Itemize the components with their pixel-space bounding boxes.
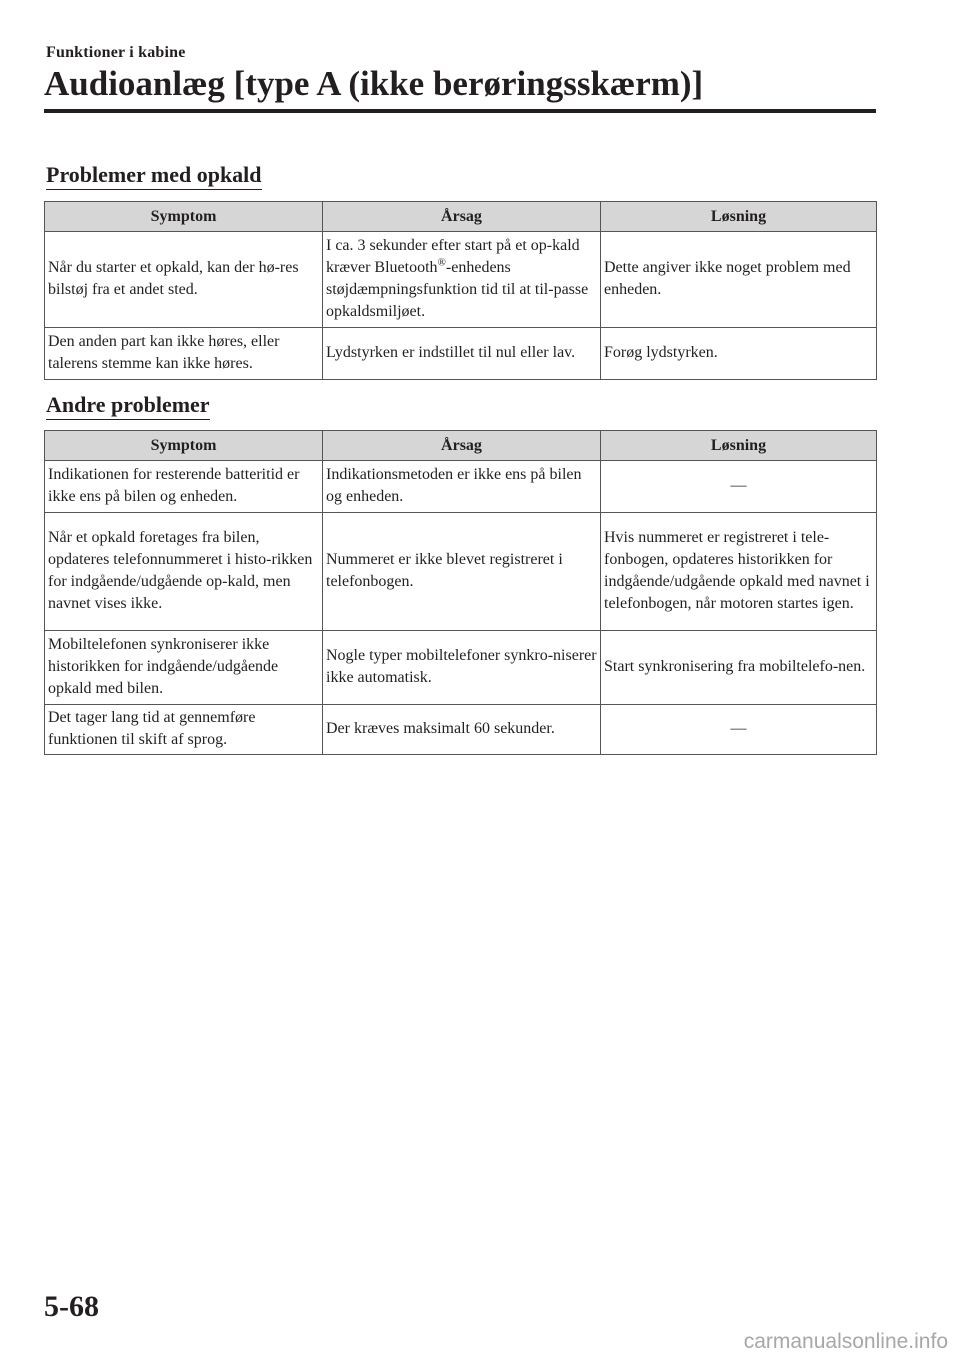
column-header-symptom: Symptom (45, 202, 323, 232)
column-header-symptom: Symptom (45, 431, 323, 461)
table-header-row (45, 431, 877, 461)
solution-cell: — (601, 705, 877, 755)
heading-other-problems: Andre problemer (46, 392, 210, 420)
watermark: carmanualsonline.info (743, 1330, 948, 1353)
cause-text-cont: -enhedens støjdæmpningsfunktion tid til at til-passe opkaldsmiljøet. (326, 259, 589, 320)
cause-cell: Der kræves maksimalt 60 sekunder. (323, 705, 601, 755)
solution-cell: Forøg lydstyrken. (601, 328, 877, 380)
registered-mark: ® (437, 256, 446, 269)
table-row (45, 513, 877, 631)
title-rule (44, 109, 876, 113)
table-row (45, 328, 877, 380)
symptom-cell: Det tager lang tid at gennemføre funktionen til skift af sprog. (45, 705, 323, 755)
cause-cell: Lydstyrken er indstillet til nul eller lav. (323, 328, 601, 380)
solution-cell: Dette angiver ikke noget problem med enheden. (601, 232, 877, 328)
cause-cell: Nogle typer mobiltelefoner synkro-niserer ikke automatisk. (323, 631, 601, 705)
symptom-cell: Indikationen for resterende batteritid er ikke ens på bilen og enheden. (45, 461, 323, 513)
symptom-cell: Den anden part kan ikke høres, eller talerens stemme kan ikke høres. (45, 328, 323, 380)
section-label: Funktioner i kabine (46, 44, 186, 61)
table-row (45, 232, 877, 328)
heading-call-problems: Problemer med opkald (46, 162, 262, 190)
solution-cell: Hvis nummeret er registreret i tele-fonbogen, opdateres historikken for indgående/udgående opkald med navnet i telefonbogen, når motoren startes igen. (601, 513, 877, 631)
column-header-cause: Årsag (323, 202, 601, 232)
call-problems-table (44, 201, 877, 380)
page-title: Audioanlæg [type A (ikke berøringsskærm)] (44, 64, 704, 103)
table-row (45, 461, 877, 513)
symptom-cell: Når et opkald foretages fra bilen, opdateres telefonnummeret i histo-rikken for indgående/udgående op-kald, men navnet vises ikke. (45, 513, 323, 631)
symptom-cell: Når du starter et opkald, kan der hø-res bilstøj fra et andet sted. (45, 232, 323, 328)
symptom-cell: Mobiltelefonen synkroniserer ikke historikken for indgående/udgående opkald med bilen. (45, 631, 323, 705)
table-header-row (45, 202, 877, 232)
column-header-cause: Årsag (323, 431, 601, 461)
solution-cell: Start synkronisering fra mobiltelefo-nen. (601, 631, 877, 705)
page-number: 5-68 (44, 1290, 99, 1323)
column-header-solution: Løsning (601, 202, 877, 232)
table-row (45, 705, 877, 755)
cause-cell: Nummeret er ikke blevet registreret i telefonbogen. (323, 513, 601, 631)
cause-text: I ca. 3 sekunder efter start på et op-kald kræver Bluetooth (326, 237, 580, 276)
solution-cell: — (601, 461, 877, 513)
column-header-solution: Løsning (601, 431, 877, 461)
other-problems-table (44, 430, 877, 755)
cause-cell: Indikationsmetoden er ikke ens på bilen og enheden. (323, 461, 601, 513)
cause-cell (323, 232, 601, 328)
table-row (45, 631, 877, 705)
